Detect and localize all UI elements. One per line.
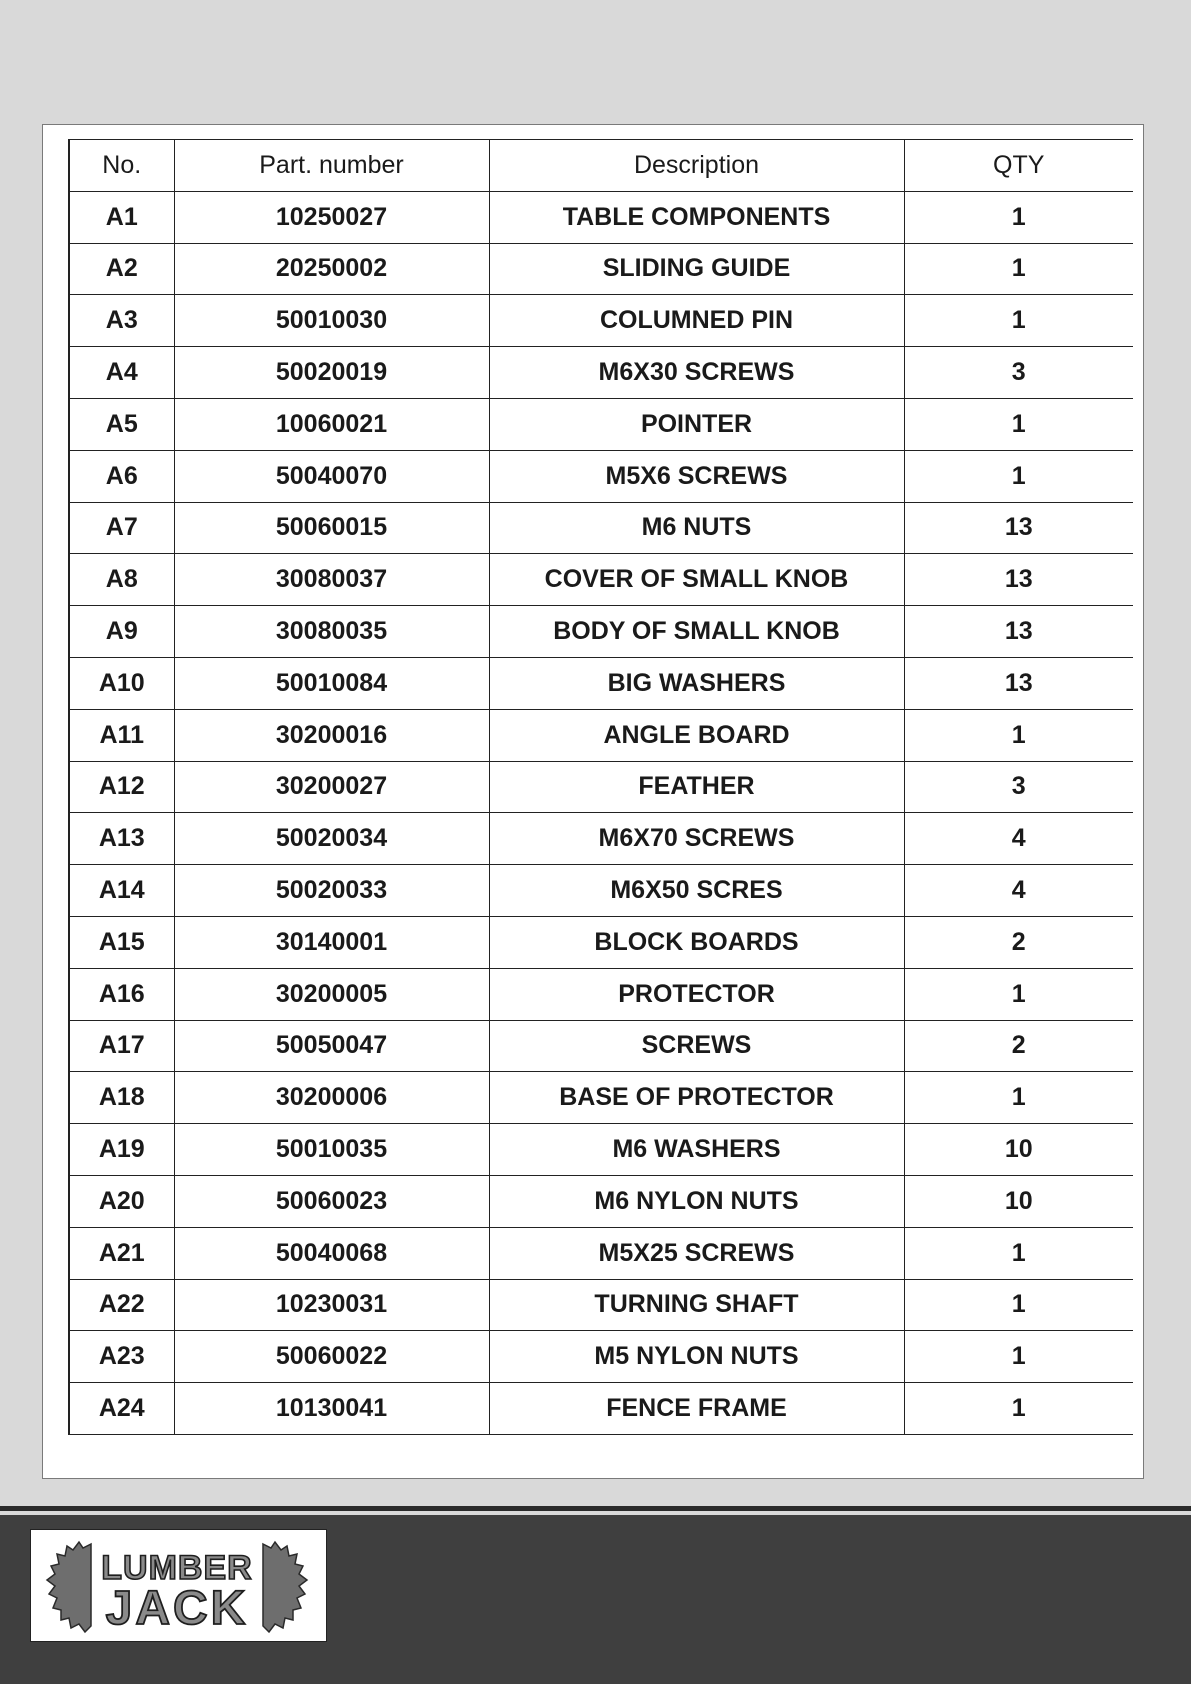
cell-part-number: 30080035: [174, 606, 489, 658]
cell-no: A14: [69, 865, 174, 917]
cell-qty: 1: [904, 968, 1133, 1020]
cell-qty: 13: [904, 502, 1133, 554]
logo-text-jack: JACK: [105, 1582, 249, 1635]
cell-no: A12: [69, 761, 174, 813]
cell-description: FEATHER: [489, 761, 904, 813]
cell-part-number: 50060015: [174, 502, 489, 554]
cell-description: M6X50 SCRES: [489, 865, 904, 917]
cell-part-number: 50020019: [174, 347, 489, 399]
page-footer: [0, 1515, 1191, 1684]
cell-qty: 2: [904, 1020, 1133, 1072]
cell-no: A13: [69, 813, 174, 865]
cell-description: BODY OF SMALL KNOB: [489, 606, 904, 658]
cell-part-number: 50010084: [174, 657, 489, 709]
cell-no: A8: [69, 554, 174, 606]
cell-qty: 1: [904, 1072, 1133, 1124]
table-row: [69, 450, 1133, 502]
cell-description: COLUMNED PIN: [489, 295, 904, 347]
table-row: [69, 606, 1133, 658]
cell-part-number: 50010035: [174, 1124, 489, 1176]
cell-no: A24: [69, 1383, 174, 1435]
table-row: [69, 657, 1133, 709]
table-row: [69, 1175, 1133, 1227]
header-part-number: Part. number: [174, 140, 489, 192]
cell-no: A22: [69, 1279, 174, 1331]
parts-list-sheet: [42, 124, 1144, 1479]
cell-no: A10: [69, 657, 174, 709]
logo-text-lumber: LUMBER: [101, 1549, 253, 1587]
cell-no: A15: [69, 916, 174, 968]
cell-description: M6 NYLON NUTS: [489, 1175, 904, 1227]
saw-blade-left-icon: [47, 1542, 91, 1632]
cell-part-number: 30200027: [174, 761, 489, 813]
cell-no: A16: [69, 968, 174, 1020]
cell-qty: 1: [904, 1331, 1133, 1383]
cell-description: SCREWS: [489, 1020, 904, 1072]
cell-qty: 2: [904, 916, 1133, 968]
cell-part-number: 30200006: [174, 1072, 489, 1124]
cell-no: A21: [69, 1227, 174, 1279]
cell-description: FENCE FRAME: [489, 1383, 904, 1435]
table-row: [69, 1383, 1133, 1435]
table-row: [69, 398, 1133, 450]
table-row: [69, 1020, 1133, 1072]
saw-blade-right-icon: [263, 1542, 307, 1632]
cell-no: A23: [69, 1331, 174, 1383]
cell-qty: 4: [904, 813, 1133, 865]
table-row: [69, 761, 1133, 813]
cell-qty: 3: [904, 347, 1133, 399]
table-row: [69, 347, 1133, 399]
cell-part-number: 30140001: [174, 916, 489, 968]
table-header-row: [69, 140, 1133, 192]
cell-description: COVER OF SMALL KNOB: [489, 554, 904, 606]
cell-part-number: 10250027: [174, 191, 489, 243]
cell-qty: 1: [904, 398, 1133, 450]
header-description: Description: [489, 140, 904, 192]
cell-part-number: 50020033: [174, 865, 489, 917]
cell-qty: 13: [904, 554, 1133, 606]
cell-part-number: 30200005: [174, 968, 489, 1020]
cell-part-number: 20250002: [174, 243, 489, 295]
cell-no: A9: [69, 606, 174, 658]
cell-description: TABLE COMPONENTS: [489, 191, 904, 243]
cell-qty: 1: [904, 1279, 1133, 1331]
cell-part-number: 50060023: [174, 1175, 489, 1227]
cell-qty: 1: [904, 1383, 1133, 1435]
cell-qty: 1: [904, 450, 1133, 502]
table-row: [69, 1331, 1133, 1383]
cell-description: BLOCK BOARDS: [489, 916, 904, 968]
cell-part-number: 10060021: [174, 398, 489, 450]
table-row: [69, 502, 1133, 554]
lumberjack-logo-graphic: [31, 1530, 328, 1643]
cell-description: M5X6 SCREWS: [489, 450, 904, 502]
cell-no: A6: [69, 450, 174, 502]
cell-qty: 4: [904, 865, 1133, 917]
cell-part-number: 50050047: [174, 1020, 489, 1072]
header-no: No.: [69, 140, 174, 192]
cell-no: A7: [69, 502, 174, 554]
parts-table: [68, 139, 1133, 1435]
cell-part-number: 50010030: [174, 295, 489, 347]
cell-part-number: 30080037: [174, 554, 489, 606]
cell-description: SLIDING GUIDE: [489, 243, 904, 295]
table-row: [69, 1072, 1133, 1124]
table-row: [69, 554, 1133, 606]
cell-no: A11: [69, 709, 174, 761]
cell-description: TURNING SHAFT: [489, 1279, 904, 1331]
cell-description: M5X25 SCREWS: [489, 1227, 904, 1279]
cell-qty: 10: [904, 1175, 1133, 1227]
cell-no: A18: [69, 1072, 174, 1124]
table-row: [69, 916, 1133, 968]
cell-no: A19: [69, 1124, 174, 1176]
cell-part-number: 50020034: [174, 813, 489, 865]
cell-qty: 13: [904, 657, 1133, 709]
cell-part-number: 10230031: [174, 1279, 489, 1331]
cell-no: A17: [69, 1020, 174, 1072]
cell-qty: 10: [904, 1124, 1133, 1176]
cell-qty: 1: [904, 1227, 1133, 1279]
table-row: [69, 865, 1133, 917]
cell-description: M6X30 SCREWS: [489, 347, 904, 399]
cell-part-number: 50040070: [174, 450, 489, 502]
cell-description: M6 NUTS: [489, 502, 904, 554]
cell-description: M5 NYLON NUTS: [489, 1331, 904, 1383]
cell-part-number: 50040068: [174, 1227, 489, 1279]
cell-qty: 1: [904, 709, 1133, 761]
cell-part-number: 30200016: [174, 709, 489, 761]
cell-description: BIG WASHERS: [489, 657, 904, 709]
cell-no: A20: [69, 1175, 174, 1227]
table-row: [69, 813, 1133, 865]
cell-description: PROTECTOR: [489, 968, 904, 1020]
cell-part-number: 10130041: [174, 1383, 489, 1435]
cell-no: A2: [69, 243, 174, 295]
cell-description: POINTER: [489, 398, 904, 450]
table-row: [69, 968, 1133, 1020]
cell-no: A5: [69, 398, 174, 450]
cell-description: ANGLE BOARD: [489, 709, 904, 761]
cell-no: A3: [69, 295, 174, 347]
cell-no: A4: [69, 347, 174, 399]
cell-qty: 1: [904, 191, 1133, 243]
cell-part-number: 50060022: [174, 1331, 489, 1383]
cell-description: M6 WASHERS: [489, 1124, 904, 1176]
table-row: [69, 1227, 1133, 1279]
parts-table-body: [69, 191, 1133, 1434]
table-row: [69, 295, 1133, 347]
table-row: [69, 1279, 1133, 1331]
cell-qty: 13: [904, 606, 1133, 658]
cell-description: BASE OF PROTECTOR: [489, 1072, 904, 1124]
cell-description: M6X70 SCREWS: [489, 813, 904, 865]
cell-qty: 3: [904, 761, 1133, 813]
cell-no: A1: [69, 191, 174, 243]
table-row: [69, 243, 1133, 295]
cell-qty: 1: [904, 243, 1133, 295]
table-row: [69, 709, 1133, 761]
lumberjack-logo: [30, 1529, 327, 1642]
table-row: [69, 191, 1133, 243]
table-row: [69, 1124, 1133, 1176]
cell-qty: 1: [904, 295, 1133, 347]
header-qty: QTY: [904, 140, 1133, 192]
